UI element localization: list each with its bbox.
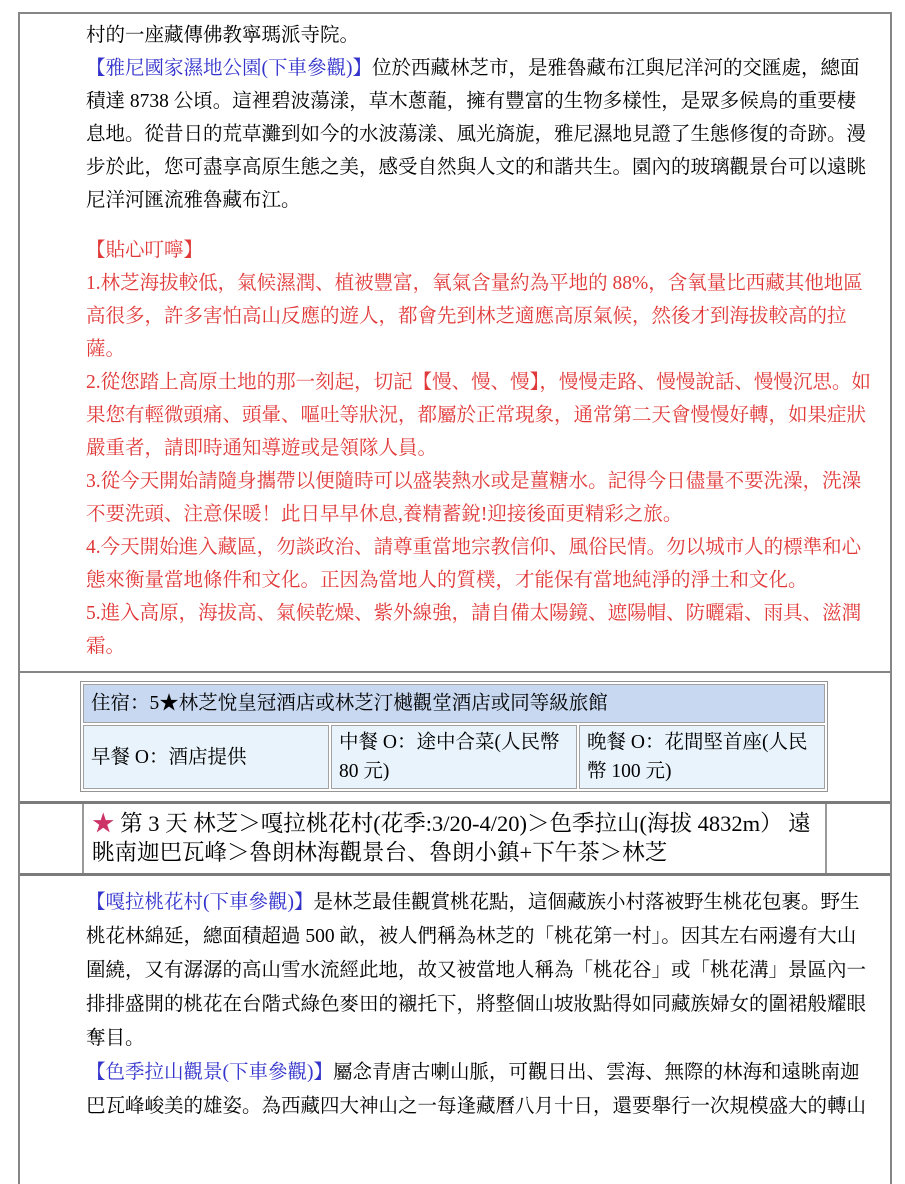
- tip-item-1: 1.林芝海拔較低，氣候濕潤、植被豐富，氧氣含量約為平地的 88%，含氧量比西藏其他地區高很多，許多害怕高山反應的遊人，都會先到林芝適應高原氣候，然後才到海拔較高的拉薩。: [86, 273, 863, 360]
- gala-village-title: 【嘎拉桃花村(下車參觀)】: [86, 892, 314, 913]
- section-lodging: [20, 673, 890, 804]
- gala-village-paragraph: [86, 886, 874, 1056]
- lodging-table: [80, 681, 828, 792]
- section-day3-header: [20, 804, 890, 876]
- sejila-title: 【色季拉山觀景(下車參觀)】: [86, 1062, 333, 1083]
- sejila-paragraph: [86, 1056, 874, 1124]
- meal-dinner-cell: 晚餐 O：花間堅首座(人民幣 100 元): [579, 725, 825, 789]
- tips-heading: 【貼心叮嚀】: [86, 240, 204, 261]
- day3-star-icon: ★: [92, 811, 115, 836]
- itinerary-document: [18, 12, 892, 1184]
- yani-wetland-title: 【雅尼國家濕地公園(下車參觀)】: [86, 58, 372, 79]
- tip-item-5: 5.進入高原，海拔高、氣候乾燥、紫外線強，請自備太陽鏡、遮陽帽、防曬霜、雨具、滋潤霜。: [86, 603, 862, 657]
- lodging-meal-row: [83, 725, 825, 789]
- sejila-body: 屬念青唐古喇山脈，可觀日出、雲海、無際的林海和遠眺南迦巴瓦峰峻美的雄姿。為西藏四大神山之一每逢藏曆八月十日，還要舉行一次規模盛大的轉山: [86, 1062, 867, 1117]
- day3-right-spacer: [825, 804, 890, 873]
- meal-breakfast-cell: 早餐 O：酒店提供: [83, 725, 329, 789]
- day3-title-row: [84, 804, 825, 873]
- leading-paragraph: 村的一座藏傳佛教寧瑪派寺院。: [86, 25, 360, 46]
- section-day3-detail: [20, 876, 890, 1184]
- tip-item-4: 4.今天開始進入藏區，勿談政治、請尊重當地宗教信仰、風俗民情。勿以城市人的標準和心態來衡量當地條件和文化。正因為當地人的質樸，才能保有當地純淨的淨土和文化。: [86, 537, 862, 591]
- lodging-hotel-cell: 住宿：5★林芝悅皇冠酒店或林芝汀樾觀堂酒店或同等級旅館: [83, 684, 825, 723]
- tip-item-3: 3.從今天開始請隨身攜帶以便隨時可以盛裝熱水或是薑糖水。記得今日儘量不要洗澡，洗澡不要洗頭、注意保暖！此日早早休息,養精蓄銳!迎接後面更精彩之旅。: [86, 471, 862, 525]
- yani-wetland-body: 位於西藏林芝市，是雅魯藏布江與尼洋河的交匯處，總面積達 8738 公頃。這裡碧波蕩漾，草木蔥蘢，擁有豐富的生物多樣性，是眾多候鳥的重要棲息地。從昔日的荒草灘到如今的水波蕩漾、風光旖旎，雅尼濕地見證了生態修復的奇跡。漫步於此，您可盡享高原生態之美，感受自然與人文的和諧共生。園內的玻璃觀景台可以遠眺尼洋河匯流雅魯藏布江。: [86, 58, 867, 211]
- meal-lunch-cell: 中餐 O：途中合菜(人民幣 80 元): [331, 725, 577, 789]
- day3-title: 第 3 天 林芝＞嘎拉桃花村(花季:3/20-4/20)＞色季拉山(海拔 4832m） 遠眺南迦巴瓦峰＞魯朗林海觀景台、魯朗小鎮+下午茶＞林芝: [92, 811, 811, 865]
- tip-item-2: 2.從您踏上高原土地的那一刻起，切記【慢、慢、慢】，慢慢走路、慢慢說話、慢慢沉思。如果您有輕微頭痛、頭暈、嘔吐等狀況，都屬於正常現象，通常第二天會慢慢好轉，如果症狀嚴重者，請即時通知導遊或是領隊人員。: [86, 372, 871, 459]
- yani-wetland-paragraph: [86, 52, 874, 217]
- gala-village-body: 是林芝最佳觀賞桃花點，這個藏族小村落被野生桃花包裹。野生桃花林綿延，總面積超過 500 畝，被人們稱為林芝的「桃花第一村」。因其左右兩邊有大山圍繞，又有潺潺的高山雪水流經此地，故又被當地人稱為「桃花谷」或「桃花溝」景區內一排排盛開的桃花在台階式綠色麥田的襯托下，將整個山坡妝點得如同藏族婦女的圍裙般耀眼奪目。: [86, 892, 867, 1049]
- section-intro-and-tips: [20, 14, 890, 673]
- lodging-hotel-row: [83, 684, 825, 723]
- day3-left-spacer: [20, 804, 84, 873]
